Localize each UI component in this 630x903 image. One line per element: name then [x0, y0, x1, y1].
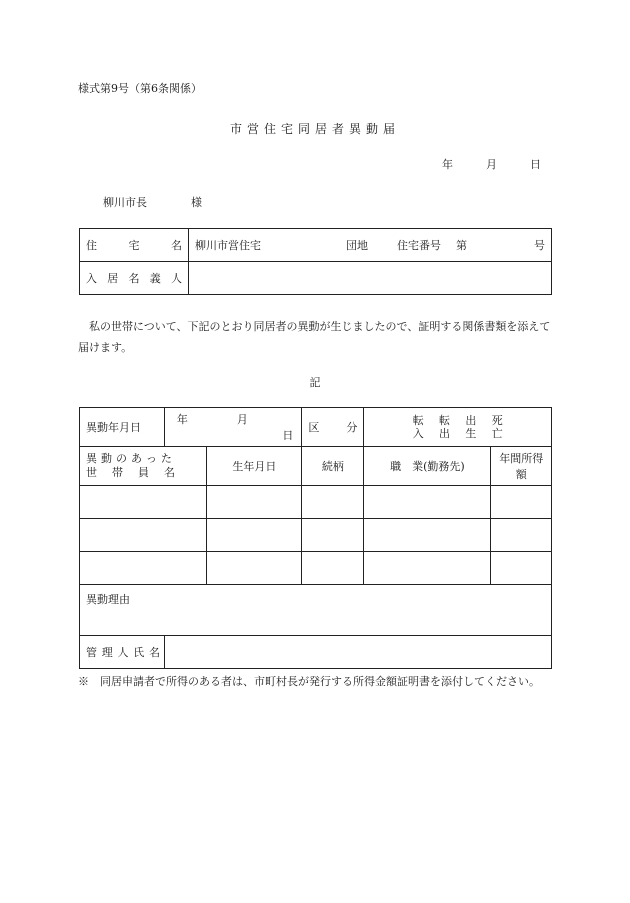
manager-label-char-4: 氏 [133, 646, 145, 659]
relation-cell[interactable] [302, 519, 364, 552]
manager-label-char-1: 管 [86, 646, 97, 659]
occupant-label-char-3: 名 [128, 272, 140, 285]
category-label [308, 419, 357, 435]
header-income: 年間所得額 [491, 447, 552, 486]
occupant-label-char-2: 居 [107, 272, 119, 285]
address-label-char-3: 名 [171, 239, 182, 252]
addressee [103, 194, 202, 210]
job-cell[interactable] [364, 519, 491, 552]
house-number-label: 住宅番号 [397, 239, 441, 252]
change-date-year: 年 [176, 413, 188, 426]
move-option: 出 [439, 427, 451, 440]
move-option: 亡 [491, 427, 503, 440]
category-options[interactable] [364, 408, 552, 447]
job-cell[interactable] [364, 552, 491, 585]
category-label-char-1: 区 [308, 421, 320, 434]
submission-date [442, 156, 541, 172]
manager-label-char-3: 人 [117, 646, 129, 659]
address-value-cell[interactable] [189, 229, 552, 262]
birth-cell[interactable] [207, 486, 302, 519]
go-label: 号 [534, 239, 545, 252]
date-month: 月 [486, 158, 497, 171]
date-day: 日 [530, 158, 541, 171]
relation-cell[interactable] [302, 486, 364, 519]
table-row [80, 519, 552, 552]
relation-cell[interactable] [302, 552, 364, 585]
applicant-table [79, 228, 552, 295]
ki-heading: 記 [309, 376, 321, 389]
reason-cell[interactable] [80, 585, 552, 636]
table-row [80, 552, 552, 585]
change-date-day: 日 [282, 429, 294, 442]
manager-value-cell[interactable] [165, 636, 552, 669]
addressee-honorific: 様 [191, 196, 202, 209]
change-date-cell[interactable] [165, 408, 302, 447]
manager-label [86, 644, 160, 660]
document-title: 市営住宅同居者異動届 [229, 122, 400, 136]
member-cell[interactable] [80, 486, 207, 519]
category-label-cell [302, 408, 364, 447]
change-date-label: 異動年月日 [80, 408, 165, 447]
reason-label: 異動理由 [86, 593, 130, 606]
move-row-2 [413, 427, 503, 440]
occupant-label-cell [80, 262, 189, 295]
address-label [86, 237, 182, 253]
date-year: 年 [442, 158, 453, 171]
address-label-char-2: 宅 [128, 239, 140, 252]
member-cell[interactable] [80, 519, 207, 552]
move-option: 転 [412, 414, 424, 427]
member-cell[interactable] [80, 552, 207, 585]
address-value: 柳川市営住宅 [195, 239, 261, 252]
income-cell[interactable] [491, 519, 552, 552]
manager-label-char-2: 理 [101, 646, 113, 659]
address-label-cell [80, 229, 189, 262]
occupant-value-cell[interactable] [189, 262, 552, 295]
header-member-line1: 異動のあった [86, 452, 176, 465]
footnote: ※ 同居申請者で所得のある者は、市町村長が発行する所得金額証明書を添付してください。 [78, 675, 540, 688]
move-row-1 [413, 414, 503, 427]
job-cell[interactable] [364, 486, 491, 519]
move-option: 転 [439, 414, 451, 427]
manager-label-char-5: 名 [149, 646, 160, 659]
header-relation: 続柄 [302, 447, 364, 486]
address-label-char-1: 住 [86, 239, 97, 252]
category-label-char-2: 分 [346, 421, 358, 434]
move-option: 死 [491, 414, 503, 427]
dai-label: 第 [456, 239, 467, 252]
header-member-line2: 世帯員名 [86, 466, 190, 479]
header-birth: 生年月日 [207, 447, 302, 486]
danchi-label: 団地 [346, 239, 368, 252]
form-number: 様式第9号（第6条関係） [78, 82, 202, 95]
move-option: 生 [465, 427, 477, 440]
move-option: 入 [412, 427, 424, 440]
occupant-label-char-1: 入 [86, 272, 97, 285]
header-job: 職 業(勤務先) [364, 447, 491, 486]
move-option: 出 [465, 414, 477, 427]
occupant-label-char-4: 義 [149, 272, 161, 285]
change-date-month: 月 [236, 413, 248, 426]
income-cell[interactable] [491, 486, 552, 519]
birth-cell[interactable] [207, 519, 302, 552]
manager-label-cell [80, 636, 165, 669]
birth-cell[interactable] [207, 552, 302, 585]
body-text: 私の世帯について、下記のとおり同居者の異動が生じましたので、証明する関係書類を添えて届けます。 [78, 320, 551, 354]
table-row [80, 486, 552, 519]
occupant-label [86, 270, 182, 286]
addressee-name: 柳川市長 [103, 196, 147, 209]
change-table [79, 407, 552, 669]
header-member [80, 447, 207, 486]
occupant-label-char-5: 人 [171, 272, 182, 285]
income-cell[interactable] [491, 552, 552, 585]
